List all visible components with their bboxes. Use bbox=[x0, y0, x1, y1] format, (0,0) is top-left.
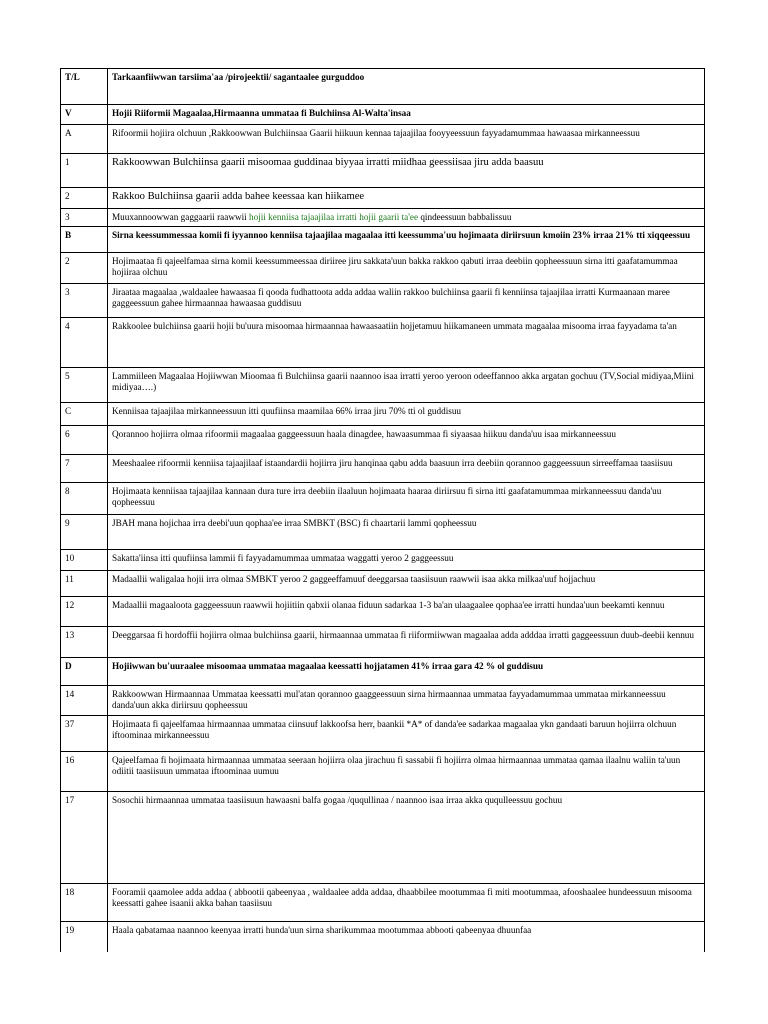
table-row bbox=[61, 884, 705, 922]
row-text: Rakkoo Bulchiinsa gaarii adda bahee keessaa kan hiikamee bbox=[108, 188, 705, 209]
row-number: D bbox=[61, 658, 108, 686]
row-text bbox=[108, 209, 705, 227]
page-bottom-margin bbox=[0, 952, 768, 1024]
row-number: 19 bbox=[61, 922, 108, 962]
text-before: Muuxannoowwan gaggaarii raawwii bbox=[112, 212, 250, 222]
table-row bbox=[61, 627, 705, 658]
table-row bbox=[61, 368, 705, 403]
section-row-c bbox=[61, 403, 705, 426]
table-row bbox=[61, 455, 705, 483]
row-text: Rakkoolee bulchiinsa gaarii hojii bu'uura misoomaa hirmaannaa hawaasaatiin hojjetamuu hiikamaneen ummata magaalaa misooma irraa fayyadama ta'an bbox=[108, 318, 705, 368]
row-number: 3 bbox=[61, 209, 108, 227]
row-text: Hojii Riiformii Magaalaa,Hirmaanna ummataa fi Bulchiinsa Al-Walta'insaa bbox=[108, 105, 705, 125]
table-row bbox=[61, 154, 705, 188]
row-text: Deeggarsaa fi hordoffii hojiirra olmaa bulchiinsa gaarii, hirmaannaa ummataa fi riiformiiwwan magaalaa adda adddaa irratti gaggeessuun duub-deebii kennuu bbox=[108, 627, 705, 658]
table-row bbox=[61, 716, 705, 752]
activities-table bbox=[60, 68, 705, 962]
row-number: 11 bbox=[61, 571, 108, 597]
table-row bbox=[61, 426, 705, 455]
row-number: A bbox=[61, 125, 108, 154]
row-number: C bbox=[61, 403, 108, 426]
row-text: Rakkoowwan Hirmaannaa Ummataa keessatti mul'atan qorannoo gaaggeessuun sirna hirmaannaa ummataa fayyadamummaa ummataa mirkanneessuu danda'uun akka diriirsuu qopheessuu bbox=[108, 686, 705, 716]
row-text: Madaallii magaaloota gaggeessuun raawwii hojiitiin qabxii olanaa fiduun sadarkaa 1-3 ba'an ulaagaalee qophaa'ee irratti hundaa'uun beekamti kennuu bbox=[108, 597, 705, 627]
row-text: Rakkoowwan Bulchiinsa gaarii misoomaa guddinaa biyyaa irratti miidhaa geessiisaa jiru adda baasuu bbox=[108, 154, 705, 188]
table-row bbox=[61, 597, 705, 627]
highlighted-text: hojii kenniisa tajaajilaa irratti hojii gaarii ta'ee bbox=[249, 212, 419, 222]
row-text: Hojiiwwan bu'uuraalee misoomaa ummataa magaalaa keessatti hojjatamen 41% irraa gara 42 % ol guddisuu bbox=[108, 658, 705, 686]
row-number: 8 bbox=[61, 483, 108, 515]
row-number: B bbox=[61, 227, 108, 253]
row-text: Kenniisaa tajaajilaa mirkanneessuun itti quufiinsa maamilaa 66% irraa jiru 70% tti ol guddisuu bbox=[108, 403, 705, 426]
row-text: Meeshaalee rifoormii kenniisa tajaajilaaf istaandardii hojiirra jiru hanqinaa qabu adda baasuun irra deebiin qorannoo gaggeessuun sirreeffamaa taasiisuu bbox=[108, 455, 705, 483]
row-text: Sakatta'iinsa itti quufiinsa lammii fi fayyadamummaa ummataa waggatti yeroo 2 gaggeessuu bbox=[108, 550, 705, 571]
table-row bbox=[61, 792, 705, 884]
row-number: 16 bbox=[61, 752, 108, 792]
table-row bbox=[61, 253, 705, 284]
row-number: 13 bbox=[61, 627, 108, 658]
row-text: Hojimaata kenniisaa tajaajilaa kannaan dura ture irra deebiin ilaaluun hojimaata haaraa diriirsuu fi sirna itti gaafatamummaa mirkanneessuu danda'uu qopheessuu bbox=[108, 483, 705, 515]
row-text: Lammiileen Magaalaa Hojiiwwan Mioomaa fi Bulchiinsa gaarii naannoo isaa irratti yeroo yeroon odeeffannoo akka argatan gochuu (TV,Social midiyaa,Miini midiyaa….) bbox=[108, 368, 705, 403]
row-text: Rifoormii hojiira olchuun ,Rakkoowwan Bulchiinsaa Gaarii hiikuun kennaa tajaajilaa fooyyeessuun fayyadamummaa hawaasaa mirkanneessuu bbox=[108, 125, 705, 154]
table-row bbox=[61, 209, 705, 227]
row-number: 5 bbox=[61, 368, 108, 403]
row-text: Qorannoo hojiirra olmaa rifoormii magaalaa gaggeessuun haala dinagdee, hawaasummaa fi siyaasaa hiikuu danda'uu isaa mirkanneessuu bbox=[108, 426, 705, 455]
text-after: qindeessuun babbalissuu bbox=[418, 212, 512, 222]
row-number: 14 bbox=[61, 686, 108, 716]
table-row bbox=[61, 483, 705, 515]
row-number: 12 bbox=[61, 597, 108, 627]
row-text: Sosochii hirmaannaa ummataa taasiisuun hawaasni balfa gogaa /ququllinaa / naannoo isaa irraa akka ququlleessuu gochuu bbox=[108, 792, 705, 884]
row-text: Fooramii qaamolee adda addaa ( abbootii qabeenyaa , waldaalee adda addaa, dhaabbilee mootummaa fi miti mootummaa, afooshaalee hundeessuun misooma keessatti gahee isaanii akka bahan taasiisuu bbox=[108, 884, 705, 922]
row-number: 1 bbox=[61, 154, 108, 188]
row-text: Hojimaataa fi qajeelfamaa sirna komii keessummeessaa diriiree jiru sakkata'uun bakka rakkoo qabuti irraa deebiin qopheessuun sirna itti gaafatamummaa hojiiraa olchuu bbox=[108, 253, 705, 284]
table-row bbox=[61, 284, 705, 318]
row-number: 6 bbox=[61, 426, 108, 455]
row-text: Madaallii waligalaa hojii irra olmaa SMBKT yeroo 2 gaggeeffamuuf deeggarsaa taasiisuun raawwii isaa akka milkaa'uuf hojjachuu bbox=[108, 571, 705, 597]
table-header-row bbox=[61, 69, 705, 105]
table-row bbox=[61, 752, 705, 792]
section-row-d bbox=[61, 658, 705, 686]
row-text: Qajeelfamaa fi hojimaata hirmaannaa ummataa seeraan hojiirra olaa jirachuu fi sassabii fi hojiirra olmaa hirmaannaa ummataa qamaa ilaalnu waliin ta'uun odiitii taasiisuun ummataa iftoominaa uumuu bbox=[108, 752, 705, 792]
row-text: JBAH mana hojichaa irra deebi'uun qophaa'ee irraa SMBKT (BSC) fi chaartarii lammi qopheessuu bbox=[108, 515, 705, 550]
row-number: V bbox=[61, 105, 108, 125]
row-number: 18 bbox=[61, 884, 108, 922]
table-row bbox=[61, 125, 705, 154]
table-row bbox=[61, 318, 705, 368]
row-number: 2 bbox=[61, 188, 108, 209]
row-text: Haala qabatamaa naannoo keenyaa irratti hunda'uun sirna sharikummaa mootummaa abbooti qabeenyaa dhuunfaa bbox=[108, 922, 705, 962]
row-number: 17 bbox=[61, 792, 108, 884]
table-row bbox=[61, 686, 705, 716]
row-number: 3 bbox=[61, 284, 108, 318]
table-row bbox=[61, 550, 705, 571]
section-row-v bbox=[61, 105, 705, 125]
row-number: 10 bbox=[61, 550, 108, 571]
table-row bbox=[61, 188, 705, 209]
row-number: 4 bbox=[61, 318, 108, 368]
row-text: Jiraataa magaalaa ,waldaalee hawaasaa fi qooda fudhattoota adda addaa waliin rakkoo bulchiinsa gaarii fi kenniinsa tajaajilaa irratti Kurmaanaan maree gaggeessuun gahee hirmaannaa hawaasaa guddisuu bbox=[108, 284, 705, 318]
table-row bbox=[61, 515, 705, 550]
row-text: Sirna keessummessaa komii fi iyyannoo kenniisa tajaajilaa magaalaa itti keessumma'uu hojimaata diriirsuun kmoiin 23% irraa 21% tti xiqqeessuu bbox=[108, 227, 705, 253]
row-number: 37 bbox=[61, 716, 108, 752]
header-number-cell: T/L bbox=[61, 69, 108, 105]
table-row bbox=[61, 571, 705, 597]
header-title-cell: Tarkaanfiiwwan tarsiima'aa /pirojeektii/ sagantaalee gurguddoo bbox=[108, 69, 705, 105]
row-number: 7 bbox=[61, 455, 108, 483]
section-row-b bbox=[61, 227, 705, 253]
row-text: Hojimaata fi qajeelfamaa hirmaannaa ummataa ciinsuuf lakkoofsa herr, baankii *A* of danda'ee sadarkaa magaalaa ykn gandaati baruun hojiirra olchuun iftoominaa mirkanneessuu bbox=[108, 716, 705, 752]
row-number: 2 bbox=[61, 253, 108, 284]
row-number: 9 bbox=[61, 515, 108, 550]
